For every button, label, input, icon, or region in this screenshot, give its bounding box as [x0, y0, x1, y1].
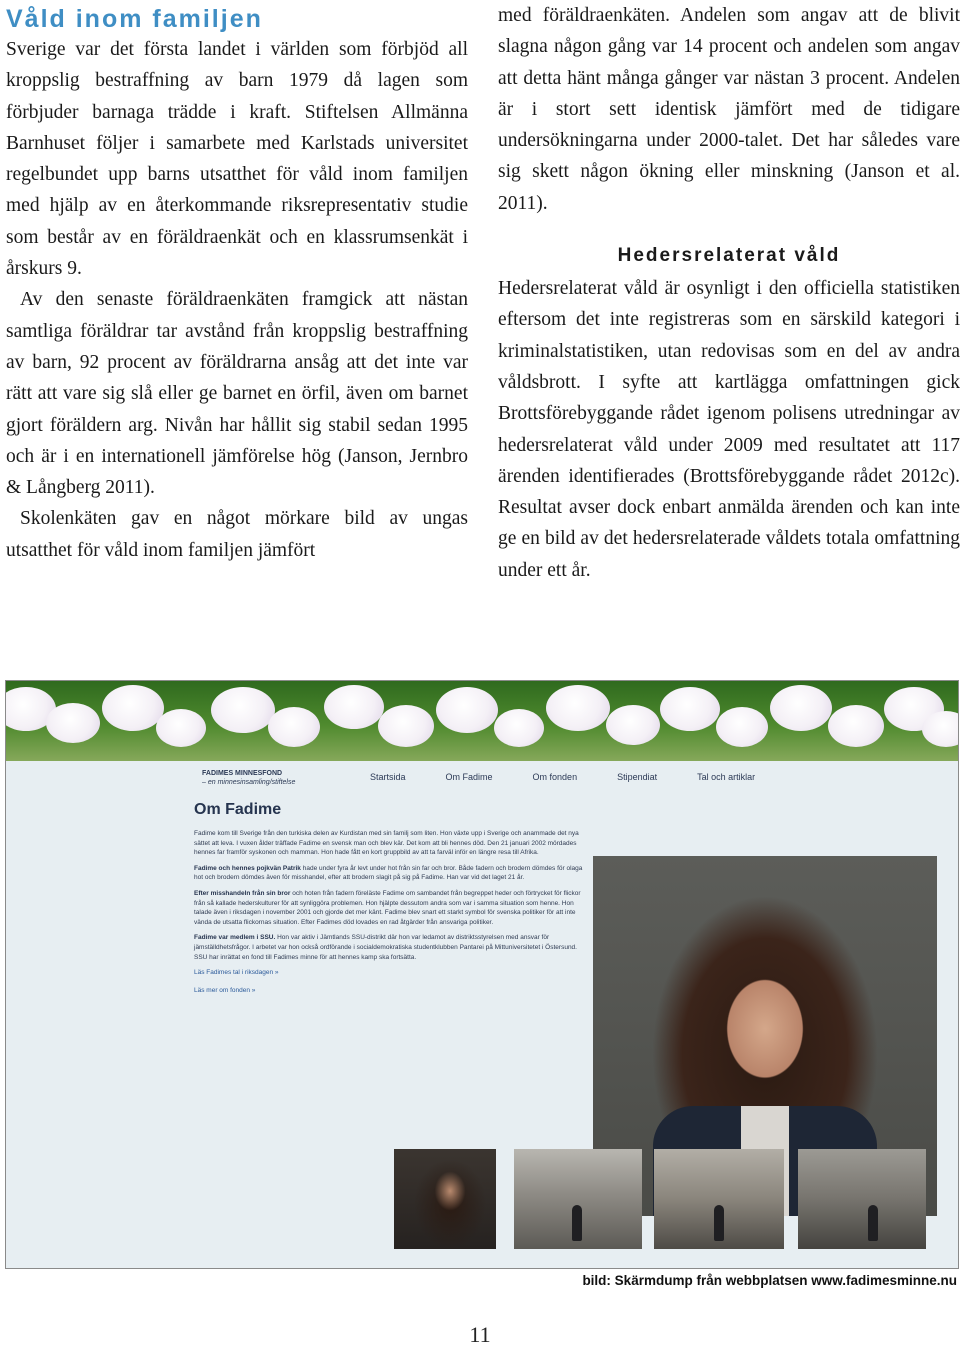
body-paragraph: Sverige var det första landet i världen som förbjöd all kroppslig bestraffning av barn 1979 då lagen som förbjuder barnaga trädde i kraft. Stiftelsen Allmänna Barnhuset följer i samarbete med Karlstads universitet regelbundet upp barns utsatthet för våld inom familjen med hjälp av en återkommande riksrepresentativ studie som består av en föräldraenkät och en klassrumsenkät i årskurs 9.	[6, 39, 468, 280]
site-paragraph: Fadime och hennes pojkvän Patrik hade under fyra år levt under hot från sin far och bror. Både fadern och brodern dömdes för olaga hot och brodern dömdes även för misshandel, efter att brodern slagit på sig på Fadime. Han var vid det laget 21 år.	[194, 864, 583, 882]
nav-item-om-fonden[interactable]: Om fonden	[532, 772, 578, 782]
section-subtitle: Hedersrelaterat våld	[617, 245, 841, 267]
site-link[interactable]: Läs Fadimes tal i riksdagen »	[194, 969, 279, 977]
site-link[interactable]: Läs mer om fonden »	[194, 986, 256, 994]
site-article	[194, 829, 589, 1003]
site-paragraph: Fadime kom till Sverige från den turkiska delen av Kurdistan med sin familj som liten. Hon växte upp i Sverige och anammade det nya sättet att leva. I vuxen ålder träffade Fadime en svensk man och blev kär. Det kom att bli hennes död. Den 21 januari 2002 mördades hennes far framför syskonen och mamman. Hon hade fått en kort gruppbild av att ta farväl inför en längre resa till Afrika.	[194, 830, 579, 857]
left-column	[6, 0, 468, 566]
site-header	[6, 761, 958, 795]
body-paragraph: Av den senaste föräldraenkäten framgick att nästan samtliga föräldrar tar avstånd från kroppslig bestraffning av barn, 92 procent av föräldrarna ansåg att det inte var rätt att vare sig slå eller ge barnet en örfil, även om barnet gjort föräldern arg. Nivån har hållit sig stabil sedan 1995 och är i en internationell jämförelse hög (Janson, Jernbro & Långberg 2011).	[6, 289, 468, 499]
nav-item-startsida[interactable]: Startsida	[370, 772, 406, 782]
right-column	[498, 0, 960, 586]
thumbnail-photo[interactable]	[654, 1149, 784, 1249]
thumbnail-photo[interactable]	[514, 1149, 642, 1249]
section-title: Våld inom familjen	[6, 5, 263, 33]
site-logo: FADIMES MINNESFOND – en minnesinsamling/stiftelse	[202, 770, 296, 786]
website-screenshot-figure	[5, 680, 959, 1269]
body-paragraph: Hedersrelaterat våld är osynligt i den officiella statistiken eftersom det inte registreras som en särskild kategori i kriminalstatistiken, utan redovisas som en del av andra våldsbrott. I syfte att kartlägga omfattningen gick Brottsförebyggande rådet igenom polisens utredningar av hedersrelaterat våld under 2009 med resultatet att 117 ärenden identifierades (Brottsförebyggande rådet 2012c). Resultat avser dock enbart anmälda ärenden och kan inte ge en bild av det hedersrelaterade våldets totala omfattning under ett år.	[498, 278, 960, 581]
thumbnail-photo[interactable]	[798, 1149, 926, 1249]
site-heading: Om Fadime	[194, 801, 282, 818]
nav-item-tal-och-artiklar[interactable]: Tal och artiklar	[697, 772, 756, 782]
site-paragraph: Fadime var medlem i SSU. Hon var aktiv i Jämtlands SSU-distrikt där hon var ledamot av distriktsstyrelsen med ansvar för jämställdhetsfrågor. I arbetet var hon också ordförande i socialdemokratiska studentklubben Pantarei på Mittuniversitetet i Östersund. SSU har inrättat en fond till Fadimes minne för att hennes kamp ska fortsätta.	[194, 934, 577, 961]
body-paragraph: Skolenkäten gav en något mörkare bild av ungas utsatthet för våld inom familjen jämfört	[6, 508, 468, 561]
thumbnail-photo[interactable]	[394, 1149, 496, 1249]
nav-item-stipendiat[interactable]: Stipendiat	[617, 772, 658, 782]
site-paragraph: Efter misshandeln från sin bror och hoten från fadern föreläste Fadime om sambandet från begreppet heder och förtrycket för flickor från så kallade hederskulturer för att synliggöra problemen. Hon hjälpte dessutom andra som var i samma situation som henne. Hon talade även i riksdagen i november 2001 och gjorde det mer känt. Fadime blev snart ett starkt symbol för svenska politiker för att inte vända de utsatta flickornas situation. Efter Fadimes död lovades en rad åtgärder från ansvariga politiker.	[194, 889, 581, 926]
figure-caption: bild: Skärmdump från webbplatsen www.fadimesminne.nu	[582, 1273, 957, 1288]
website-page	[6, 761, 958, 1268]
flower-banner-image	[6, 681, 958, 761]
nav-item-om-fadime[interactable]: Om Fadime	[445, 772, 493, 782]
page-number: 11	[469, 1322, 491, 1347]
site-nav	[370, 772, 795, 782]
body-paragraph: med föräldraenkäten. Andelen som angav att de blivit slagna någon gång var 14 procent och andelen som angav att detta hänt många gånger var nästan 3 procent. Andelen är i stort sett identisk jämfört med de tidigare undersökningarna under 2000-talet. Det har således vare sig skett någon ökning eller minskning (Janson et al. 2011).	[498, 5, 960, 214]
